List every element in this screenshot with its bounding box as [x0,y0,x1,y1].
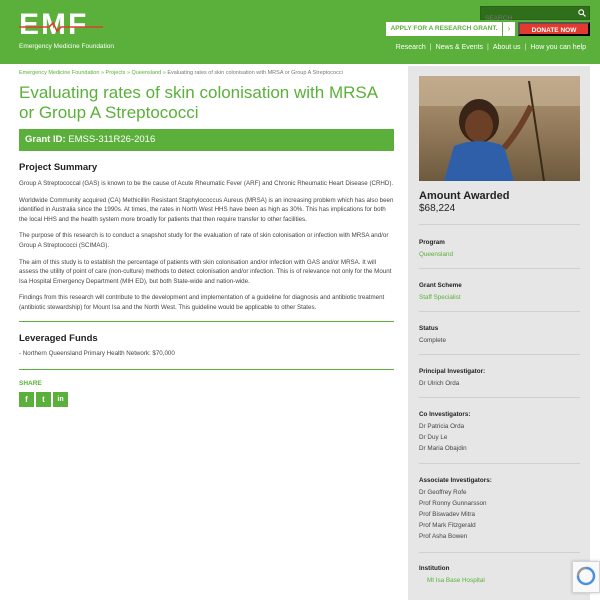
apply-arrow-icon[interactable]: › [503,22,515,36]
summary-paragraph: Group A Streptococcal (GAS) is known to be the cause of Acute Rheumatic Fever (ARF) and Chronic Rheumatic Heart Disease (CRHD). [19,180,394,187]
nav-research[interactable]: Research [395,44,426,51]
scheme-block [419,282,584,303]
program-label: Program [419,239,445,246]
grant-id-value: EMSS-311R26-2016 [68,134,156,145]
donate-button[interactable]: DONATE NOW [518,22,590,36]
co-investigator: Dr Maria Obajdin [419,445,467,452]
associate-investigators-block [419,477,584,542]
breadcrumb-home[interactable]: Emergency Medicine Foundation [19,70,100,76]
search-box [480,6,590,20]
institution-label: Institution [419,565,450,572]
amount-awarded-value: $68,224 [419,203,456,214]
grant-id-bar [19,129,394,151]
sidebar-divider [419,311,580,312]
project-sidebar [408,66,590,600]
co-investigators-block [419,411,584,454]
associate-investigator: Prof Ronny Gunnarsson [419,500,487,507]
associate-investigators-label: Associate Investigators: [419,477,492,484]
main-content [19,66,394,407]
principal-investigator-label: Principal Investigator: [419,368,486,375]
logo-heartbeat-icon [19,22,103,32]
associate-investigator: Dr Geoffrey Rofe [419,489,467,496]
sidebar-divider [419,268,580,269]
principal-investigator-value: Dr Ulrich Orda [419,380,460,387]
project-photo [419,76,580,181]
leveraged-funds-item: - Northern Queensland Primary Health Network: $70,000 [19,349,175,357]
status-block [419,325,584,346]
nav-news-events[interactable]: News & Events [435,44,484,51]
program-block [419,239,584,260]
top-navigation [396,44,586,51]
breadcrumb-queensland[interactable]: Queensland [131,70,162,76]
summary-paragraph: The aim of this study is to establish the percentage of patients with skin colonisation and/or infection with GAS and/or MRSA. It will assess the utility of point of care (non-culture) methods to detect colonisation and/or infection. This is of relevance not only for the Mount Isa Hospital Emergency Department (MIH ED), but both State-wide and nation-wide. [19,258,392,285]
breadcrumb-current: Evaluating rates of skin colonisation with MRSA or Group A Streptococci [167,70,343,76]
institution-link[interactable]: Mt Isa Base Hospital [427,577,485,584]
page-title: Evaluating rates of skin colonisation with MRSA or Group A Streptococci [19,83,378,122]
sidebar-divider [419,224,580,225]
breadcrumb-separator: » [126,70,130,76]
sidebar-divider [419,552,580,553]
recaptcha-icon [573,562,599,592]
co-investigator: Dr Duy Le [419,434,448,441]
institution-block [419,565,584,586]
amount-awarded-label: Amount Awarded [419,190,510,202]
nav-separator: | [487,44,489,51]
sidebar-divider [419,463,580,464]
share-icons [19,392,394,407]
logo-text: EMF [19,8,89,41]
principal-investigator-block [419,368,584,389]
summary-paragraph: Findings from this research will contribute to the development and implementation of a guideline for diagnosis and antibiotic treatment (antibiotic stewardship) for Mount Isa and the North West. This guideline would be applicable to other States. [19,294,385,311]
grant-scheme-label: Grant Scheme [419,282,462,289]
search-icon[interactable] [578,9,586,17]
summary-paragraph: The purpose of this research is to conduct a snapshot study for the evaluation of rate of skin colonisation or infection with MRSA and/or Group A Streptococci (SCIMAG). [19,232,389,249]
logo-subtitle: Emergency Medicine Foundation [19,43,115,50]
site-logo[interactable] [19,8,115,52]
site-header [0,0,600,64]
divider [19,369,394,370]
breadcrumb [19,70,394,76]
summary-paragraph: Worldwide Community acquired (CA) Methicillin Resistant Staphylococcus Aureus (MRSA) is an increasing problem which has also been identified in Australia since the 1990s. At times, the rates in North West HHS have been as high as 30%. This has implications for both the local HHS and the health system more broadly for patients that then require transfer to other facilities. [19,196,394,223]
amount-block [419,190,584,214]
child-photo-illustration [419,76,580,181]
associate-investigator: Prof Biswadev Mitra [419,511,475,518]
project-summary-heading: Project Summary [19,162,98,173]
breadcrumb-separator: » [162,70,166,76]
co-investigator: Dr Patricia Orda [419,423,465,430]
breadcrumb-projects[interactable]: Projects [105,70,126,76]
nav-about-us[interactable]: About us [492,44,521,51]
grant-id-label: Grant ID: [25,134,66,145]
status-label: Status [419,325,439,332]
breadcrumb-separator: » [100,70,104,76]
twitter-icon[interactable]: t [36,392,51,407]
apply-grant-button[interactable]: APPLY FOR A RESEARCH GRANT. [386,22,502,36]
sidebar-divider [419,397,580,398]
grant-scheme-link[interactable]: Staff Specialist [419,294,461,301]
co-investigators-label: Co Investigators: [419,411,471,418]
leveraged-funds-heading: Leveraged Funds [19,332,98,344]
associate-investigator: Prof Mark Fitzgerald [419,522,476,529]
linkedin-icon[interactable]: in [53,392,68,407]
facebook-icon[interactable]: f [19,392,34,407]
nav-separator: | [429,44,432,51]
recaptcha-badge[interactable] [572,561,600,593]
status-value: Complete [419,337,446,344]
nav-separator: | [524,44,527,51]
divider [19,321,394,322]
associate-investigator: Prof Asha Bowen [419,533,468,540]
program-link[interactable]: Queensland [419,251,453,258]
sidebar-divider [419,354,580,355]
share-label: SHARE [19,379,42,387]
nav-how-you-can-help[interactable]: How you can help [530,44,586,51]
